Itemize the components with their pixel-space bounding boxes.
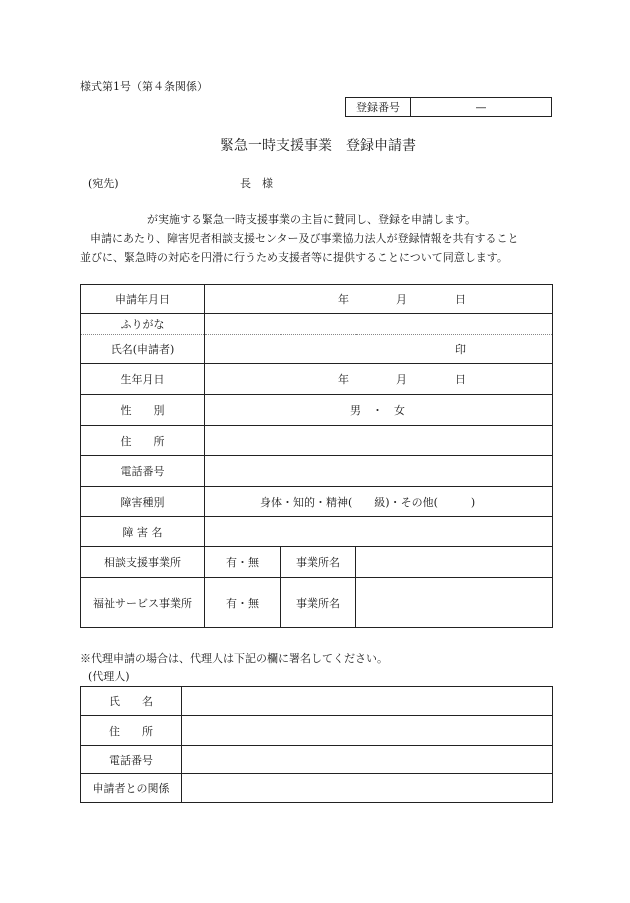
applicant-name-field[interactable] <box>205 335 553 364</box>
birth-month-unit: 月 <box>396 373 407 386</box>
intro-line-2: 申請にあたり、障害児者相談支援センター及び事業協力法人が登録情報を共有すること <box>90 232 519 245</box>
applicant-name-label: 氏名(申請者) <box>81 335 205 364</box>
form-number: 様式第1号（第４条関係） <box>80 80 208 93</box>
row-address <box>81 426 553 456</box>
proxy-heading: (代理人) <box>88 670 130 683</box>
date-day-unit: 日 <box>455 293 466 306</box>
row-sex <box>81 395 553 426</box>
row-phone <box>81 456 553 487</box>
seal-mark: 印 <box>455 343 466 356</box>
sex-options[interactable]: 男 ・ 女 <box>350 404 405 417</box>
addressee-prefix: (宛先) <box>88 177 119 190</box>
birthdate-label: 生年月日 <box>81 364 205 395</box>
row-disability-type <box>81 487 553 517</box>
application-date-field[interactable] <box>205 285 553 314</box>
birth-year-unit: 年 <box>338 373 349 386</box>
welfare-yes-no[interactable]: 有・無 <box>205 578 281 628</box>
row-proxy-relation <box>81 774 553 803</box>
furigana-label: ふりがな <box>81 314 205 335</box>
row-proxy-phone <box>81 746 553 774</box>
proxy-table <box>80 686 553 803</box>
proxy-relation-field[interactable] <box>182 774 553 803</box>
row-consultation-office <box>81 547 553 578</box>
date-month-unit: 月 <box>396 293 407 306</box>
row-proxy-address <box>81 716 553 746</box>
proxy-name-label: 氏 名 <box>81 687 182 716</box>
row-proxy-name <box>81 687 553 716</box>
consultation-office-name-field[interactable] <box>356 547 553 578</box>
registration-number-label: 登録番号 <box>346 98 411 117</box>
disability-name-field[interactable] <box>205 517 553 547</box>
registration-number-box <box>345 97 552 117</box>
consultation-office-name-label: 事業所名 <box>281 547 356 578</box>
proxy-phone-field[interactable] <box>182 746 553 774</box>
row-disability-name <box>81 517 553 547</box>
welfare-office-label: 福祉サービス事業所 <box>81 578 205 628</box>
proxy-address-label: 住 所 <box>81 716 182 746</box>
proxy-address-field[interactable] <box>182 716 553 746</box>
disability-name-label: 障 害 名 <box>81 517 205 547</box>
disability-type-options[interactable]: 身体・知的・精神( 級)・その他( ) <box>260 495 476 509</box>
document-title: 緊急一時支援事業 登録申請書 <box>220 138 416 154</box>
row-welfare-office <box>81 578 553 628</box>
proxy-note: ※代理申請の場合は、代理人は下記の欄に署名してください。 <box>80 652 388 665</box>
application-table <box>80 284 553 628</box>
furigana-field[interactable] <box>205 314 553 335</box>
birthdate-field[interactable] <box>205 364 553 395</box>
phone-field[interactable] <box>205 456 553 487</box>
date-year-unit: 年 <box>338 293 349 306</box>
sex-label: 性 別 <box>81 395 205 426</box>
address-label: 住 所 <box>81 426 205 456</box>
sex-field[interactable] <box>205 395 553 426</box>
intro-line-3: 並びに、緊急時の対応を円滑に行うため支援者等に提供することについて同意します。 <box>80 251 508 264</box>
row-birthdate <box>81 364 553 395</box>
intro-line-1: が実施する緊急一時支援事業の主旨に賛同し、登録を申請します。 <box>147 213 477 226</box>
registration-number-value[interactable]: — <box>411 98 552 117</box>
welfare-office-name-field[interactable] <box>356 578 553 628</box>
proxy-relation-label: 申請者との関係 <box>81 774 182 803</box>
address-field[interactable] <box>205 426 553 456</box>
birth-day-unit: 日 <box>455 373 466 386</box>
disability-type-label: 障害種別 <box>81 487 205 517</box>
welfare-office-name-label: 事業所名 <box>281 578 356 628</box>
row-name <box>81 335 553 364</box>
proxy-name-field[interactable] <box>182 687 553 716</box>
consultation-yes-no[interactable]: 有・無 <box>205 547 281 578</box>
row-application-date <box>81 285 553 314</box>
phone-label: 電話番号 <box>81 456 205 487</box>
addressee-suffix: 長 様 <box>240 177 273 190</box>
disability-type-field[interactable] <box>205 487 553 517</box>
application-date-label: 申請年月日 <box>81 285 205 314</box>
proxy-phone-label: 電話番号 <box>81 746 182 774</box>
row-furigana <box>81 314 553 335</box>
consultation-office-label: 相談支援事業所 <box>81 547 205 578</box>
